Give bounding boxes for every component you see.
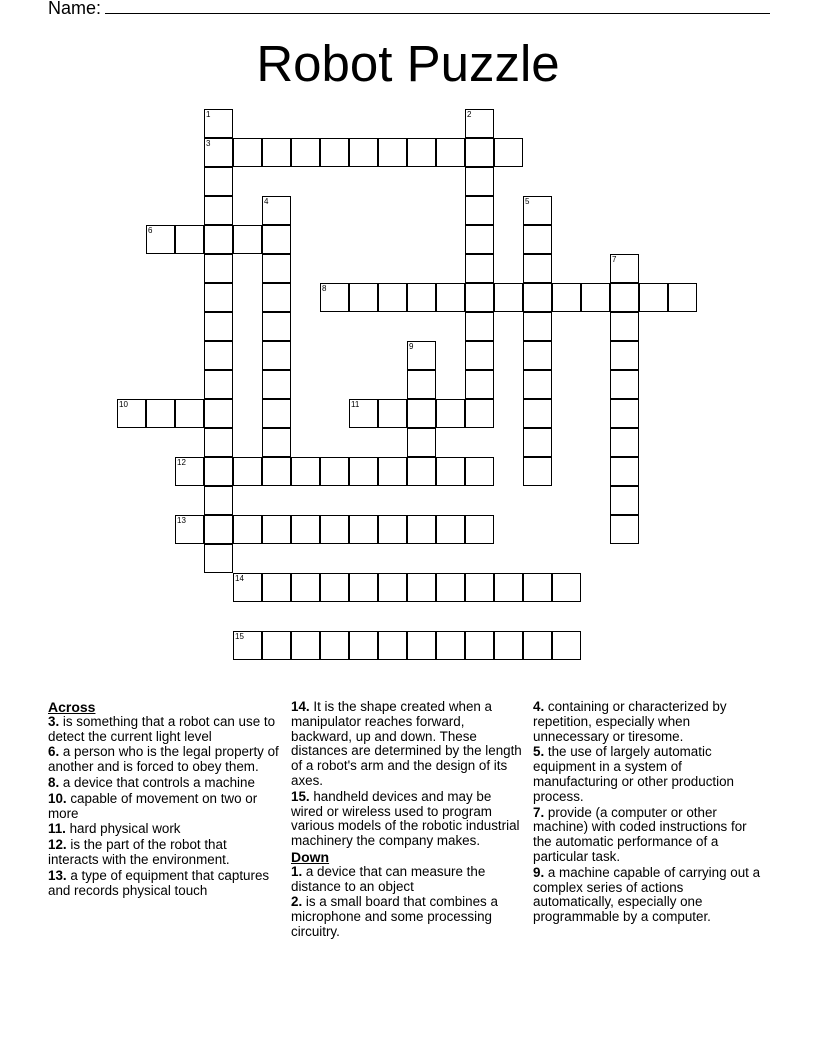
grid-cell[interactable] [233,573,262,602]
clue-number: 2 [467,110,472,119]
grid-cell[interactable] [349,457,378,486]
grid-cell[interactable] [552,283,581,312]
grid-cell[interactable] [175,399,204,428]
grid-cell[interactable] [378,515,407,544]
grid-cell[interactable] [204,254,233,283]
grid-cell[interactable] [407,515,436,544]
grid-cell[interactable] [204,399,233,428]
grid-cell[interactable] [610,399,639,428]
grid-cell[interactable] [523,196,552,225]
grid-cell[interactable] [668,283,697,312]
clues-column-3 [533,700,763,926]
grid-cell[interactable] [291,573,320,602]
grid-cell[interactable] [291,515,320,544]
grid-cell[interactable] [552,631,581,660]
grid-cell[interactable] [523,399,552,428]
grid-cell[interactable] [465,399,494,428]
grid-cell[interactable] [204,457,233,486]
clue-down-4: 4. containing or characterized by repetition, especially when unnecessary or tiresome. [533,699,727,744]
grid-cell[interactable] [407,399,436,428]
grid-cell[interactable] [204,312,233,341]
grid-cell[interactable] [175,515,204,544]
grid-cell[interactable] [349,631,378,660]
down-heading: Down [291,848,330,865]
grid-cell[interactable] [204,283,233,312]
grid-cell[interactable] [436,515,465,544]
grid-cell[interactable] [465,138,494,167]
clue-number: 5 [525,197,530,206]
clue-across-11: 11. hard physical work [48,821,181,837]
grid-cell[interactable] [436,399,465,428]
grid-cell[interactable] [610,312,639,341]
grid-cell[interactable] [175,457,204,486]
grid-cell[interactable] [523,312,552,341]
grid-cell[interactable] [262,341,291,370]
grid-cell[interactable] [407,370,436,399]
grid-cell[interactable] [233,225,262,254]
grid-cell[interactable] [465,457,494,486]
grid-cell[interactable] [436,138,465,167]
clue-number: 4 [264,197,269,206]
grid-cell[interactable] [436,283,465,312]
grid-cell[interactable] [262,312,291,341]
grid-cell[interactable] [146,225,175,254]
grid-cell[interactable] [320,573,349,602]
grid-cell[interactable] [320,457,349,486]
grid-cell[interactable] [610,283,639,312]
grid-cell[interactable] [262,428,291,457]
grid-cell[interactable] [494,138,523,167]
clue-number: 10 [119,400,128,409]
grid-cell[interactable] [349,515,378,544]
grid-cell[interactable] [378,138,407,167]
grid-cell[interactable] [465,283,494,312]
grid-cell[interactable] [523,631,552,660]
page-title: Robot Puzzle [256,35,560,92]
grid-cell[interactable] [610,370,639,399]
grid-cell[interactable] [262,196,291,225]
grid-cell[interactable] [262,254,291,283]
grid-cell[interactable] [494,631,523,660]
grid-cell[interactable] [378,631,407,660]
clue-number: 14 [235,574,244,583]
grid-cell[interactable] [639,283,668,312]
clues-column-1 [48,700,280,899]
clue-across-12: 12. is the part of the robot that interacts with the environment. [48,837,230,867]
grid-cell[interactable] [610,341,639,370]
clues-column-2 [291,700,523,941]
clue-number: 1 [206,110,211,119]
grid-cell[interactable] [204,428,233,457]
grid-cell[interactable] [610,457,639,486]
grid-cell[interactable] [204,138,233,167]
grid-cell[interactable] [465,109,494,138]
clue-down-1: 1. a device that can measure the distance to an object [291,863,486,894]
grid-cell[interactable] [204,515,233,544]
grid-cell[interactable] [523,370,552,399]
grid-cell[interactable] [233,457,262,486]
grid-cell[interactable] [465,312,494,341]
grid-cell[interactable] [262,631,291,660]
clue-number: 11 [351,400,360,409]
grid-cell[interactable] [436,631,465,660]
grid-cell[interactable] [262,225,291,254]
clue-across-6: 6. a person who is the legal property of another and is forced to obey them. [48,744,279,775]
grid-cell[interactable] [378,573,407,602]
grid-cell[interactable] [204,167,233,196]
grid-cell[interactable] [233,515,262,544]
clue-across-10: 10. capable of movement on two or more [48,790,258,821]
grid-cell[interactable] [349,283,378,312]
grid-cell[interactable] [610,254,639,283]
clue-number: 13 [177,516,186,525]
grid-cell[interactable] [291,457,320,486]
name-label: Name: [48,0,102,18]
grid-cell[interactable] [523,428,552,457]
clue-number: 9 [409,342,414,351]
grid-cell[interactable] [378,457,407,486]
grid-cell[interactable] [494,283,523,312]
grid-cell[interactable] [407,631,436,660]
grid-cell[interactable] [552,573,581,602]
grid-cell[interactable] [262,515,291,544]
grid-cell[interactable] [320,515,349,544]
grid-cell[interactable] [465,225,494,254]
grid-cell[interactable] [407,341,436,370]
grid-cell[interactable] [262,399,291,428]
grid-cell[interactable] [349,138,378,167]
grid-cell[interactable] [465,515,494,544]
grid-cell[interactable] [349,573,378,602]
clue-number: 8 [322,284,327,293]
grid-cell[interactable] [175,225,204,254]
grid-cell[interactable] [610,515,639,544]
grid-cell[interactable] [262,573,291,602]
grid-cell[interactable] [436,573,465,602]
grid-cell[interactable] [523,341,552,370]
grid-cell[interactable] [204,544,233,573]
grid-cell[interactable] [320,138,349,167]
grid-cell[interactable] [146,399,175,428]
grid-cell[interactable] [378,283,407,312]
grid-cell[interactable] [291,138,320,167]
grid-cell[interactable] [262,370,291,399]
clue-number: 12 [177,458,186,467]
grid-cell[interactable] [117,399,146,428]
grid-cell[interactable] [233,631,262,660]
grid-cell[interactable] [523,283,552,312]
grid-cell[interactable] [465,254,494,283]
grid-cell[interactable] [610,428,639,457]
grid-cell[interactable] [494,573,523,602]
clue-down-5: 5. the use of largely automatic equipment in a system of manufacturing or other production process. [533,744,734,804]
grid-cell[interactable] [610,486,639,515]
grid-cell[interactable] [523,254,552,283]
grid-cell[interactable] [523,457,552,486]
grid-cell[interactable] [465,573,494,602]
grid-cell[interactable] [465,341,494,370]
grid-cell[interactable] [581,283,610,312]
grid-cell[interactable] [407,457,436,486]
clue-across-14: 14. It is the shape created when a manipulator reaches forward, backward, up and down. These distances are determined by the length of a robot's arm and the design of its axes. [291,699,522,788]
across-heading: Across [48,699,96,715]
grid-cell[interactable] [204,109,233,138]
grid-cell[interactable] [349,399,378,428]
clue-across-13: 13. a type of equipment that captures and records physical touch [48,867,270,898]
clue-across-8: 8. a device that controls a machine [48,774,255,790]
clue-down-2: 2. is a small board that combines a microphone and some processing circuitry. [291,894,498,939]
grid-cell[interactable] [407,428,436,457]
grid-cell[interactable] [204,370,233,399]
clue-number: 3 [206,139,211,148]
grid-cell[interactable] [204,196,233,225]
clue-number: 6 [148,226,153,235]
clue-number: 15 [235,632,244,641]
grid-cell[interactable] [291,631,320,660]
grid-cell[interactable] [204,341,233,370]
clue-number: 7 [612,255,617,264]
grid-cell[interactable] [204,225,233,254]
grid-cell[interactable] [465,167,494,196]
grid-cell[interactable] [320,283,349,312]
clue-down-7: 7. provide (a computer or other machine) with coded instructions for the automatic performance of a particular task. [533,804,747,864]
grid-cell[interactable] [523,225,552,254]
clue-across-15: 15. handheld devices and may be wired or wireless used to program various models of the robotic industrial machinery the company makes. [291,788,520,849]
grid-cell[interactable] [436,457,465,486]
grid-cell[interactable] [407,283,436,312]
grid-cell[interactable] [262,457,291,486]
grid-cell[interactable] [465,196,494,225]
grid-cell[interactable] [378,399,407,428]
grid-cell[interactable] [465,631,494,660]
grid-cell[interactable] [523,573,552,602]
grid-cell[interactable] [407,573,436,602]
grid-cell[interactable] [204,486,233,515]
grid-cell[interactable] [262,138,291,167]
clue-across-3: 3. is something that a robot can use to detect the current light level [48,713,276,744]
grid-cell[interactable] [262,283,291,312]
grid-cell[interactable] [320,631,349,660]
grid-cell[interactable] [465,370,494,399]
grid-cell[interactable] [407,138,436,167]
grid-cell[interactable] [233,138,262,167]
clue-down-9: 9. a machine capable of carrying out a complex series of actions automatically, especially one programmable by a computer. [533,864,761,925]
